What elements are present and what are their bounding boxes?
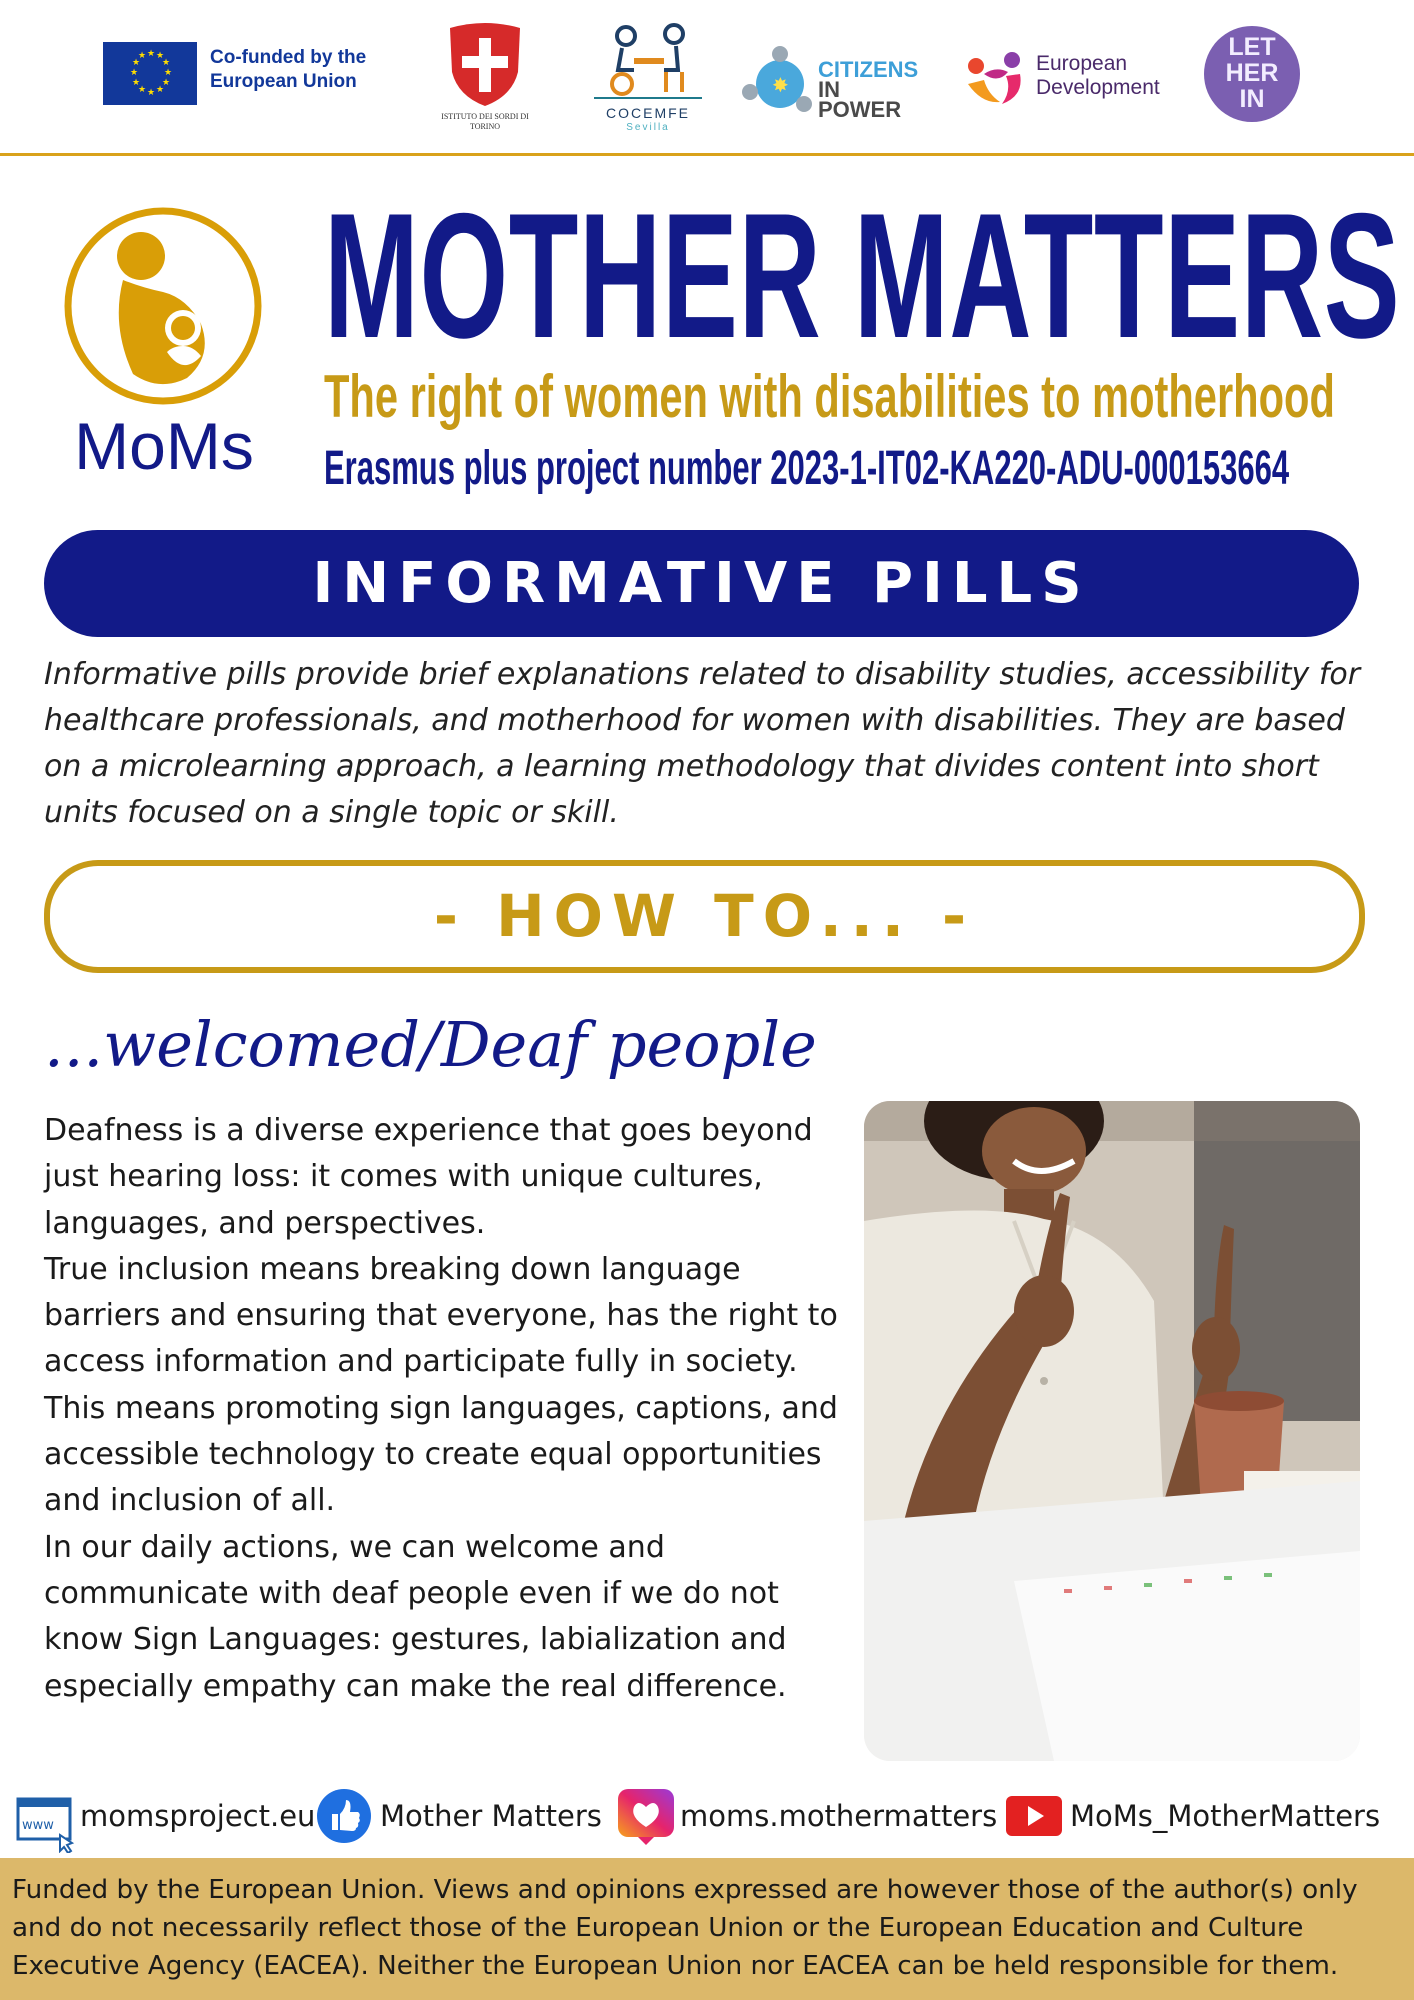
body-paragraph: Deafness is a diverse experience that goes beyond just hearing loss: it comes with unique cultures, languages, and perspectives.: [44, 1113, 813, 1241]
eu-cofunded-label: Co-funded by the European Union: [210, 47, 367, 92]
facebook-label: Mother Matters: [380, 1799, 602, 1833]
svg-text:★: ★: [164, 68, 173, 78]
letherin-line3: IN: [1239, 85, 1265, 113]
citizens-line2: IN POWER: [818, 77, 902, 122]
letherin-line1: LET: [1228, 33, 1276, 61]
svg-text:★: ★: [147, 88, 156, 98]
svg-text:★: ★: [132, 78, 141, 88]
svg-text:★: ★: [156, 51, 165, 61]
woman-signing-photo: [864, 1101, 1360, 1761]
intro-paragraph: Informative pills provide brief explanations related to disability studies, accessibility for healthcare professionals, and motherhood for women with disabilities. They are based on a microlearning approach, a learning methodology that divides content into short units focused on a single topic or skill.: [44, 657, 1361, 830]
page-title: MOTHER MATTERS: [324, 176, 1401, 375]
european-dev-line2: Development: [1036, 76, 1160, 99]
people-circle-icon: [962, 44, 1028, 110]
woman-signing-illustration: [864, 1101, 1360, 1761]
eu-flag-icon: [103, 42, 197, 105]
svg-text:★: ★: [138, 85, 147, 95]
cocemfe-label: COCEMFE: [606, 105, 690, 121]
istituto-label: ISTITUTO DEI SORDI DI TORINO: [441, 112, 529, 131]
european-dev-line1: European: [1036, 52, 1128, 75]
svg-text:★: ★: [130, 68, 139, 78]
section-heading: ...welcomed/Deaf people: [44, 1008, 817, 1081]
puzzle-icon: [742, 46, 816, 116]
youtube-icon: [1004, 1794, 1064, 1838]
svg-text:★: ★: [138, 51, 147, 61]
project-number: Erasmus plus project number 2023-1-IT02-KA220-ADU-000153664: [324, 442, 1290, 495]
disclaimer-line: Funded by the European Union. Views and opinions expressed are however those of the author(s) only: [12, 1875, 1358, 1905]
svg-text:★: ★: [132, 58, 141, 68]
instagram-heart-icon: [616, 1787, 676, 1847]
funding-disclaimer: [0, 1858, 1414, 2000]
website-icon: [16, 1797, 76, 1853]
header-divider: [0, 153, 1414, 156]
letherin-line2: HER: [1225, 59, 1279, 87]
instagram-label: moms.mothermatters: [680, 1799, 998, 1833]
moms-logo-text: MoMs: [74, 409, 254, 483]
svg-text:★: ★: [156, 85, 165, 95]
social-links-bar: [0, 1785, 1414, 1847]
how-to-banner: - HOW TO... -: [44, 860, 1365, 973]
disclaimer-text: [12, 1871, 1407, 1985]
citizens-in-power-logo: [742, 46, 922, 122]
moms-logo-icon: [63, 206, 263, 406]
svg-text:✸: ✸: [772, 73, 789, 97]
informative-pills-banner: INFORMATIVE PILLS: [44, 530, 1359, 637]
people-table-icon: [592, 22, 704, 100]
website-label: momsproject.eu: [80, 1799, 316, 1833]
thumbs-up-icon: [316, 1788, 372, 1844]
page-subtitle: The right of women with disabilities to motherhood: [324, 363, 1335, 430]
partner-logos-header: [0, 0, 1414, 155]
citizens-line1: CITIZENS: [818, 57, 919, 82]
svg-text:★: ★: [147, 49, 156, 59]
let-her-in-logo: [1204, 26, 1300, 122]
body-paragraph: True inclusion means breaking down language barriers and ensuring that everyone, has the right to access information and participate fully in society. This means promoting sign languages, captions, and accessible technology to create equal opportunities and inclusion of all.: [44, 1251, 838, 1519]
body-text: [44, 1108, 844, 1710]
svg-text:★: ★: [162, 58, 171, 68]
youtube-label: MoMs_MotherMatters: [1070, 1799, 1381, 1833]
cocemfe-sub: Sevilla: [626, 122, 670, 133]
disclaimer-line: Executive Agency (EACEA). Neither the European Union nor EACEA can be held responsible for them.: [12, 1951, 1339, 1981]
body-paragraph: In our daily actions, we can welcome and communicate with deaf people even if we do not know Sign Languages: gestures, labialization and especially empathy can make the real difference.: [44, 1529, 787, 1704]
disclaimer-line: and do not necessarily reflect those of the European Union or the European Education and Culture: [12, 1913, 1304, 1943]
shield-icon: [440, 22, 530, 108]
svg-text:www: www: [22, 1818, 54, 1833]
european-development-logo: [962, 44, 1182, 114]
svg-text:★: ★: [162, 78, 171, 88]
cocemfe-logo: [592, 22, 704, 140]
istituto-sordi-logo: [440, 22, 530, 134]
